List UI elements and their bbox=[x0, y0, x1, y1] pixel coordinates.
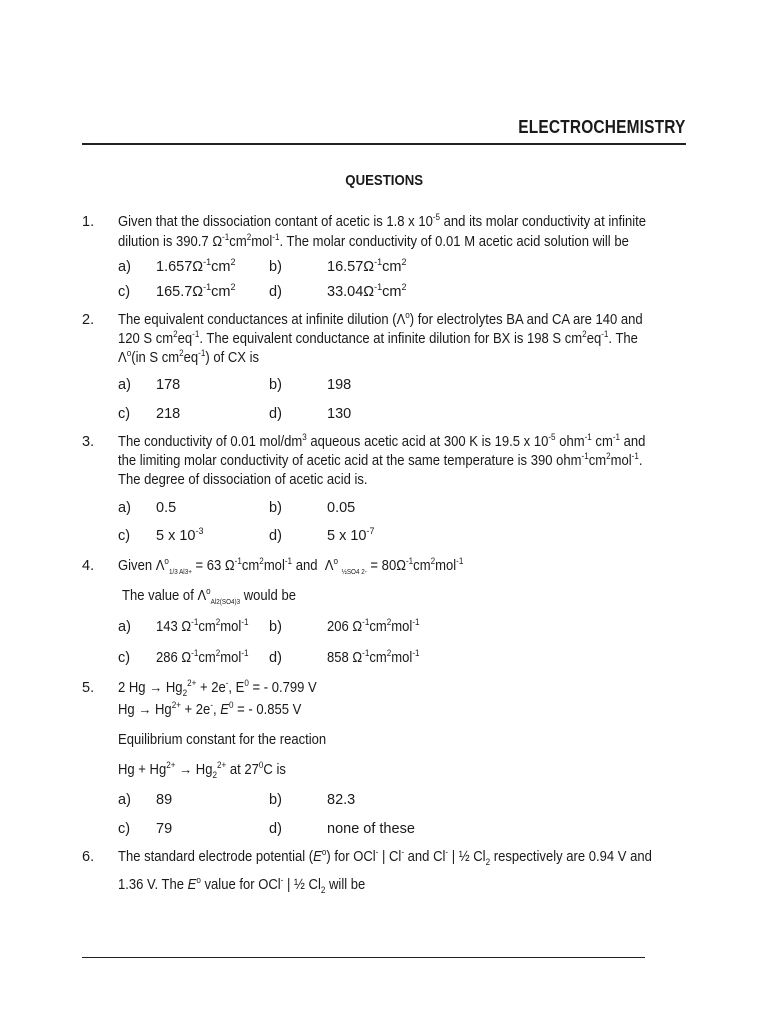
question-text bbox=[118, 212, 688, 232]
option-value: $1.657\Omega^{-1}cm^2$ bbox=[156, 257, 236, 275]
option-label: c) bbox=[118, 406, 131, 422]
section-heading bbox=[0, 172, 768, 189]
option-value: 89 bbox=[156, 792, 173, 808]
option-label: b) bbox=[269, 500, 282, 516]
option-label: d) bbox=[269, 528, 282, 544]
reaction-line-1: 2 $Hg \to Hg_2^{2+} + 2e^-$, $E^0$ = - 0.799 V bbox=[118, 678, 317, 698]
question-2 bbox=[82, 310, 688, 420]
option-label: d) bbox=[269, 406, 282, 422]
option-label: c) bbox=[118, 821, 131, 837]
option-value: 858 $\Omega^{-1}cm^2mol^{-1}$ bbox=[327, 648, 420, 666]
question-number: 6. bbox=[82, 849, 95, 865]
option-label: d) bbox=[269, 650, 282, 666]
question-4 bbox=[82, 556, 688, 671]
option-value: 5 x $10^{-7}$ bbox=[327, 526, 375, 544]
option-label: b) bbox=[269, 259, 282, 275]
option-value: 0.05 bbox=[327, 500, 356, 516]
reaction-line-2: $Hg \to Hg^{2+} + 2e^-$, $E^0$ = - 0.855 V bbox=[118, 700, 302, 718]
option-value: $16.57\Omega^{-1}cm^2$ bbox=[327, 257, 407, 275]
option-label: c) bbox=[118, 528, 131, 544]
option-label: c) bbox=[118, 650, 131, 666]
option-value: 218 bbox=[156, 406, 181, 422]
question-5 bbox=[82, 678, 688, 838]
question-text: The standard electrode potential $(E^o)$ for OCl- | Cl- and Cl- | ½ $Cl_2$ respectively are 0.94 V and bbox=[118, 847, 652, 867]
option-label: d) bbox=[269, 284, 282, 300]
option-value: 5 x $10^{-3}$ bbox=[156, 526, 204, 544]
option-value: $165.7\Omega^{-1}cm^2$ bbox=[156, 282, 236, 300]
footer-divider bbox=[82, 957, 645, 958]
reaction-line-3: $Hg + Hg^{2+} \to Hg_2^{2+}$ at $27^0C$ is bbox=[118, 760, 286, 780]
option-label: a) bbox=[118, 259, 131, 275]
question-text: Given $\Lambda^o_{1/3 Al3+} = 63$ $\Omega^{-1}cm^2mol^{-1}$ and $\Lambda^o$ $_{\frac{1}{2}SO4 2-} = 80\Omega^{-1}cm^2mol^{-1}$ bbox=[118, 556, 464, 576]
question-1 bbox=[82, 212, 688, 300]
option-label: a) bbox=[118, 792, 131, 808]
question-text-line-2 bbox=[118, 232, 688, 252]
option-value: 178 bbox=[156, 377, 181, 393]
question-text-line-2: 120 S $cm^2eq^{-1}$. The equivalent conductance at infinite dilution for BX is 198 S $cm^2eq^{-1}$. The bbox=[118, 329, 638, 347]
option-value: 82.3 bbox=[327, 792, 356, 808]
text-run: . The molar conductivity of 0.01 M acetic acid solution will be bbox=[279, 234, 629, 250]
question-text: The conductivity of 0.01 mol/$dm^3$ aqueous acetic acid at 300 K is 19.5 x $10^{-5}$ ohm$^{-1}$ $cm^{-1}$ and bbox=[118, 432, 646, 450]
option-value: 0.5 bbox=[156, 500, 177, 516]
option-value: 130 bbox=[327, 406, 352, 422]
question-number: 3. bbox=[82, 434, 95, 450]
option-value: 206 $\Omega^{-1}cm^2mol^{-1}$ bbox=[327, 617, 420, 635]
question-number: 5. bbox=[82, 680, 95, 696]
question-text: The equivalent conductances at infinite dilution $(\Lambda^o)$ for electrolytes BA and CA are 140 and bbox=[118, 310, 643, 328]
superscript: -1 bbox=[272, 232, 280, 243]
option-label: b) bbox=[269, 792, 282, 808]
option-label: c) bbox=[118, 284, 131, 300]
question-number: 4. bbox=[82, 558, 95, 574]
question-text-line-3: $\Lambda^o(in$ S $cm^2eq^{-1}$) of CX is bbox=[118, 348, 260, 366]
text-run: dilution is 390.7 Ω bbox=[118, 234, 223, 250]
question-number: 1. bbox=[82, 214, 95, 230]
option-label: a) bbox=[118, 500, 131, 516]
option-value: 143 $\Omega^{-1}cm^2mol^{-1}$ bbox=[156, 617, 249, 635]
question-text-line-2: the limiting molar conductivity of acetic acid at the same temperature is 390 $ohm^{-1}cm^2mol^{-1}$. bbox=[118, 451, 643, 469]
option-label: d) bbox=[269, 821, 282, 837]
question-6 bbox=[82, 847, 688, 897]
question-number: 2. bbox=[82, 312, 95, 328]
option-label: a) bbox=[118, 619, 131, 635]
arrow-icon: → bbox=[138, 702, 152, 718]
superscript: -1 bbox=[222, 232, 230, 243]
question-text-line-2: 1.36 V. The $E^o$ value for OCl- | ½ $Cl_2$ will be bbox=[118, 875, 366, 895]
superscript: 2 bbox=[246, 232, 252, 243]
question-text-line-3: The degree of dissociation of acetic acid is. bbox=[118, 472, 368, 488]
text-run: Given that the dissociation contant of acetic is 1.8 x 10 bbox=[118, 214, 433, 230]
arrow-icon: → bbox=[179, 762, 193, 778]
option-value: 198 bbox=[327, 377, 352, 393]
option-value: 79 bbox=[156, 821, 173, 837]
text-run: mol bbox=[251, 234, 273, 250]
arrow-icon: → bbox=[149, 680, 163, 696]
text-run: cm bbox=[229, 234, 247, 250]
superscript: -5 bbox=[432, 212, 441, 223]
option-value: none of these bbox=[327, 821, 415, 837]
question-3 bbox=[82, 432, 688, 544]
header-divider bbox=[82, 143, 686, 145]
chapter-title: ELECTROCHEMISTRY bbox=[518, 117, 686, 137]
question-text-line-2: The value of $\Lambda^o_{Al2(SO4)3}$ would be bbox=[122, 586, 296, 606]
option-value: $33.04\Omega^{-1}cm^2$ bbox=[327, 282, 407, 300]
option-value: 286 $\Omega^{-1}cm^2mol^{-1}$ bbox=[156, 648, 249, 666]
section-heading-text: QUESTIONS bbox=[345, 172, 423, 189]
text-run: and its molar conductivity at infinite bbox=[440, 214, 647, 230]
option-label: b) bbox=[269, 619, 282, 635]
option-label: b) bbox=[269, 377, 282, 393]
question-text: Equilibrium constant for the reaction bbox=[118, 732, 327, 748]
option-label: a) bbox=[118, 377, 131, 393]
